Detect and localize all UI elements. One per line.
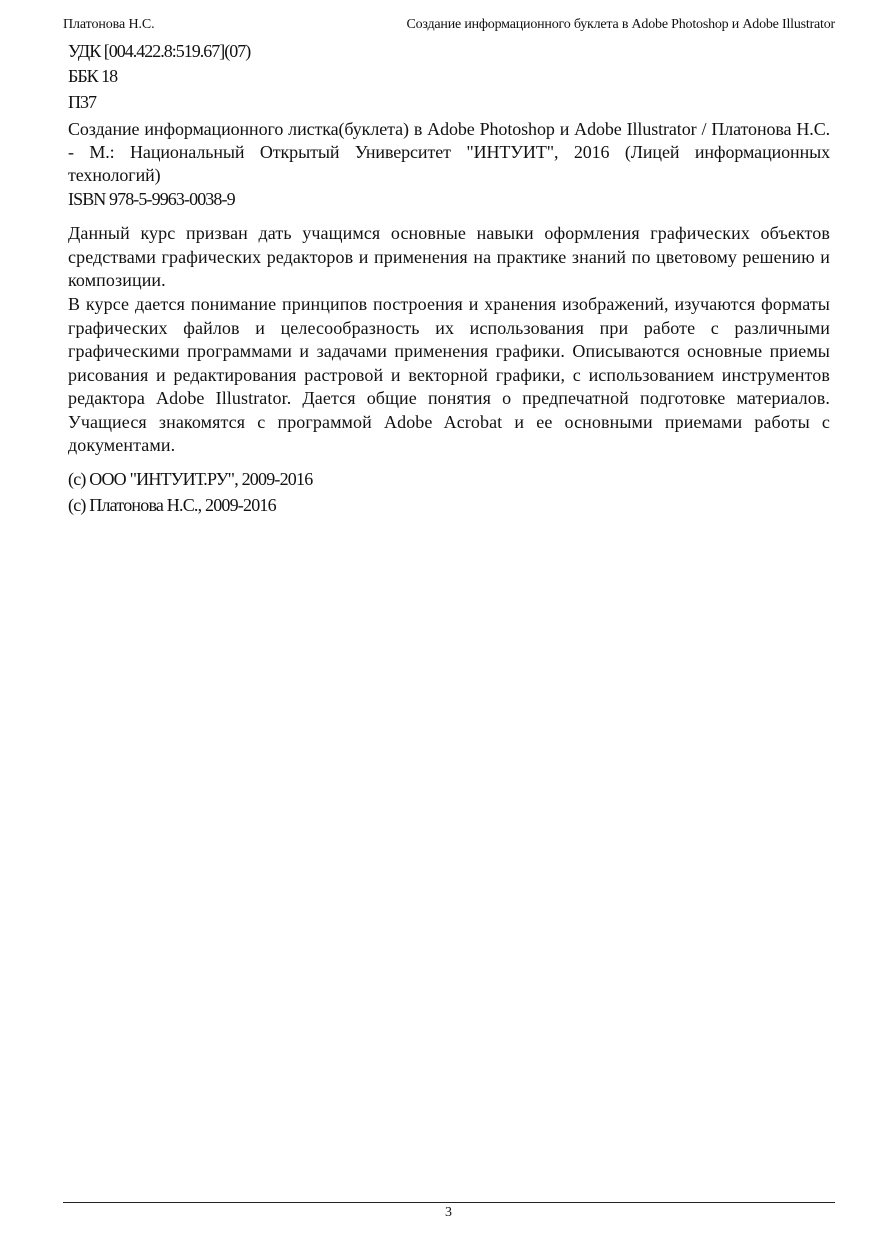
udk-code: УДК [004.422.8:519.67](07)	[68, 41, 251, 61]
footer-divider	[63, 1202, 835, 1203]
bibliographic-citation: Создание информационного листка(буклета) в Adobe Photoshop и Adobe Illustrator / Платонова Н.С. - М.: Национальный Открытый Университет "ИНТУИТ", 2016 (Лицей информационных технологий)	[68, 119, 830, 185]
abstract-paragraph-1: Данный курс призван дать учащимся основные навыки оформления графических объектов средствами графических редакторов и применения на практике знаний по цветовому решению и композиции.	[68, 223, 830, 290]
page-number: 3	[445, 1205, 452, 1220]
running-header-title: Создание информационного буклета в Adobe Photoshop и Adobe Illustrator	[406, 17, 835, 32]
cutter-code: П37	[68, 92, 96, 112]
running-header-author: Платонова Н.С.	[63, 17, 155, 32]
copyright-author: (c) Платонова Н.С., 2009-2016	[68, 495, 276, 515]
copyright-publisher: (c) ООО "ИНТУИТ.РУ", 2009-2016	[68, 469, 313, 489]
isbn-number: ISBN 978-5-9963-0038-9	[68, 189, 235, 209]
abstract-paragraph-2: В курсе дается понимание принципов построения и хранения изображений, изучаются форматы графических файлов и целесообразность их использования при работе с различными графическими программами и задачами применения графики. Описываются основные приемы рисования и редактирования растровой и векторной графики, с использованием инструментов редактора Adobe Illustrator. Дается общие понятия о предпечатной подготовке материалов. Учащиеся знакомятся с программой Adobe Acrobat и ее основными приемами работы с документами.	[68, 294, 830, 455]
bbk-code: ББК 18	[68, 66, 118, 86]
